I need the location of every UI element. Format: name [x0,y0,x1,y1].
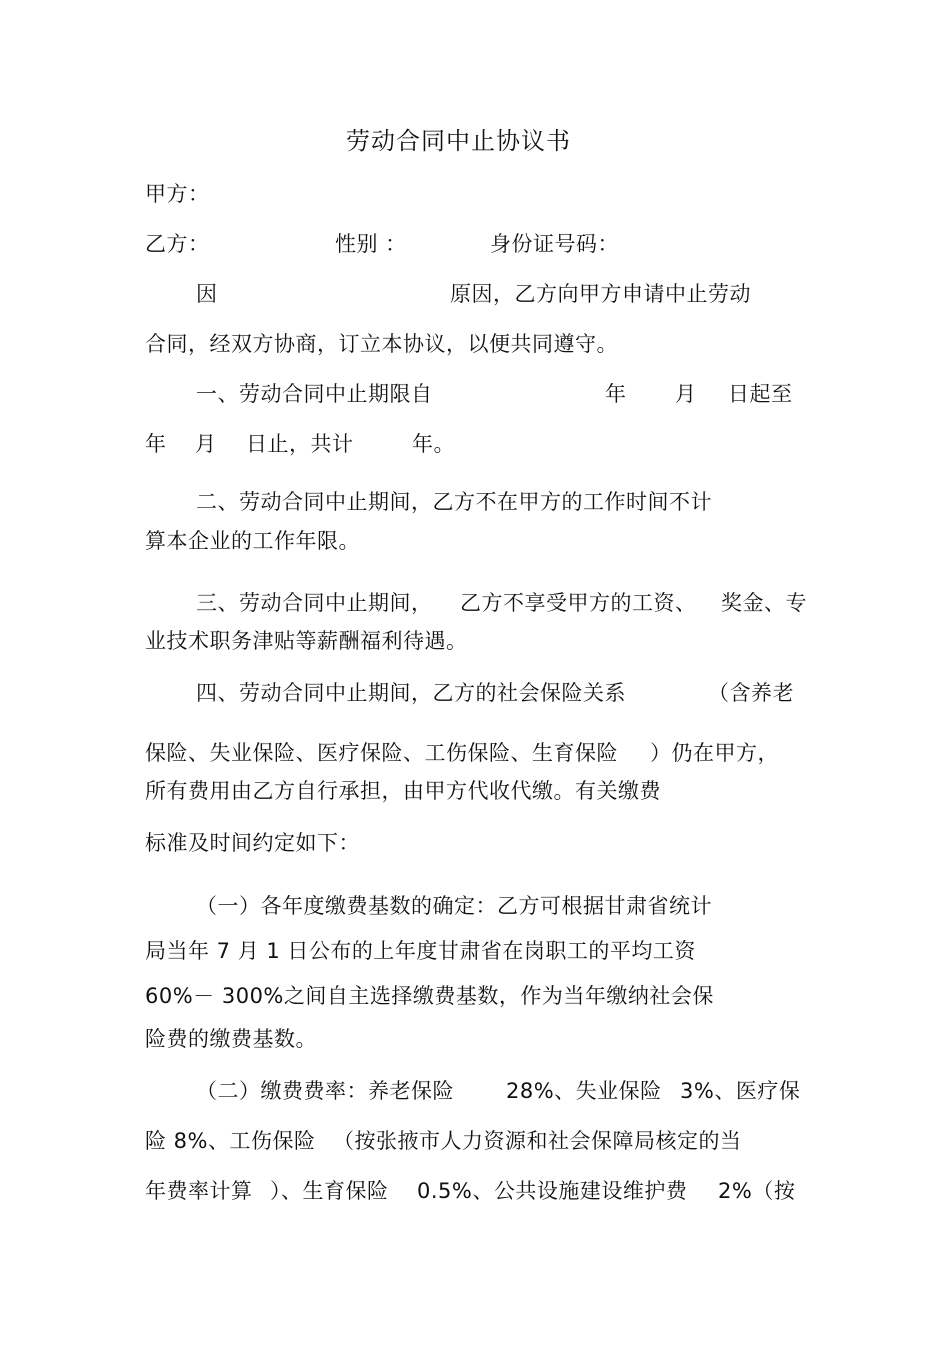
clause-2-line: 二、劳动合同中止期间，乙方不在甲方的工作时间不计 [196,490,712,514]
clause-1-line: 日止，共计 [246,432,354,456]
clause-4-line: （含养老 [708,681,794,705]
sub-clause-2-line: 年费率计算 [145,1179,253,1203]
party-b-label: 乙方： [145,232,210,256]
text-line: 合同，经双方协商，订立本协议，以便共同遵守。 [145,332,618,356]
sub-clause-2-line: 28%、失业保险 [506,1079,662,1103]
clause-3-line: 奖金、专 [721,591,807,615]
clause-4-line: 标准及时间约定如下： [145,831,360,855]
sub-clause-2-line: ）、生育保险 [270,1179,389,1203]
clause-1-line: 年。 [412,432,455,456]
clause-1-line: 一、劳动合同中止期限自 [196,382,433,406]
sub-clause-2-line: （按张掖市人力资源和社会保障局核定的当 [333,1129,742,1153]
clause-1-line: 年 [605,382,627,406]
text-line: 因 [196,282,218,306]
clause-4-line: ）仍在甲方， [650,741,779,765]
clause-2-line: 算本企业的工作年限。 [145,529,360,553]
text-line: 原因，乙方向甲方申请中止劳动 [450,282,751,306]
sub-clause-1-line: 险费的缴费基数。 [145,1027,317,1051]
clause-1-line: 年 [145,432,167,456]
sub-clause-1-line: 局当年 7 月 1 日公布的上年度甘肃省在岗职工的平均工资 [145,939,696,963]
clause-4-line: 所有费用由乙方自行承担，由甲方代收代缴。有关缴费 [145,779,661,803]
sub-clause-1-line: 60%－ 300%之间自主选择缴费基数，作为当年缴纳社会保 [145,984,714,1008]
sub-clause-2-line: 2%（按 [718,1179,796,1203]
document-title: 劳动合同中止协议书 [346,127,571,155]
sub-clause-1-line: （一）各年度缴费基数的确定：乙方可根据甘肃省统计 [196,894,712,918]
clause-4-line: 四、劳动合同中止期间，乙方的社会保险关系 [196,681,626,705]
clause-4-line: 保险、失业保险、医疗保险、工伤保险、生育保险 [145,741,618,765]
sub-clause-2-line: 3%、医疗保 [680,1079,801,1103]
clause-3-line: 业技术职务津贴等薪酬福利待遇。 [145,629,468,653]
party-a-label: 甲方： [145,182,210,206]
id-number-label: 身份证号码： [490,232,619,256]
clause-1-line: 月 [675,382,697,406]
gender-label: 性别 ： [335,232,407,256]
clause-3-line: 三、劳动合同中止期间， [196,591,433,615]
clause-1-line: 日起至 [728,382,793,406]
sub-clause-2-line: 0.5%、公共设施建设维护费 [417,1179,688,1203]
sub-clause-2-line: （二）缴费费率：养老保险 [196,1079,454,1103]
sub-clause-2-line: 险 8%、工伤保险 [145,1129,316,1153]
clause-1-line: 月 [195,432,217,456]
clause-3-line: 乙方不享受甲方的工资、 [460,591,697,615]
